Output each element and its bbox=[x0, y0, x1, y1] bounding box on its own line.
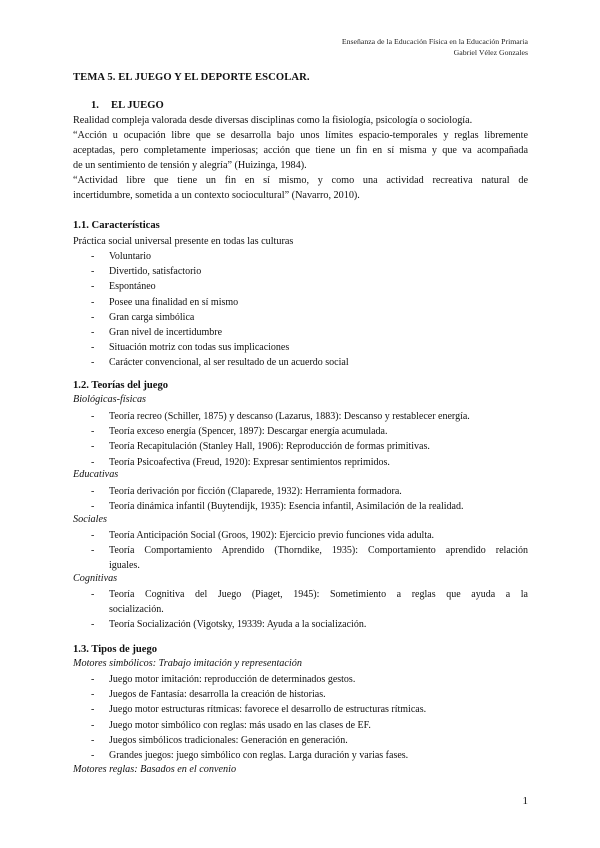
section-title: EL JUEGO bbox=[111, 100, 164, 111]
section1-intro bbox=[73, 113, 528, 203]
quote-navarro-line2: incertidumbre, sometida a un contexto sociocultural” (Navarro, 2010). bbox=[73, 190, 360, 201]
section-number: 1. bbox=[91, 100, 99, 111]
list-item: - Teoría derivación por ficción (Claparede, 1932): Herramienta formadora. bbox=[91, 486, 402, 497]
list-item: - Juego motor estructuras rítmicas: favorece el desarrollo de estructuras rítmicas. bbox=[91, 704, 427, 716]
list-item: - Juegos simbólicos tradicionales: Generación en generación. bbox=[91, 734, 348, 746]
list-item: - Posee una finalidad en sí mismo bbox=[91, 296, 239, 308]
category-simbolicos: Motores simbólicos: Trabajo imitación y representación bbox=[73, 658, 302, 669]
list-item: - Teoría dinámica infantil (Buytendijk, 1935): Esencia infantil, Asimilación de la realidad. bbox=[91, 501, 464, 513]
teorias-biologicas-list bbox=[73, 409, 528, 470]
category-cognitivas: Cognitivas bbox=[73, 573, 118, 584]
list-item: - Teoría Recapitulación (Stanley Hall, 1906): Reproducción de formas primitivas. bbox=[91, 441, 430, 453]
list-item: - Teoría Anticipación Social (Groos, 1902): Ejercicio previo funciones vida adulta. bbox=[91, 530, 435, 541]
page-number: 1 bbox=[522, 795, 528, 807]
list-item: - Situación motriz con todas sus implicaciones bbox=[91, 342, 290, 354]
list-item: - Espontáneo bbox=[91, 281, 156, 293]
heading-caracteristicas: 1.1. Características bbox=[73, 220, 160, 231]
list-item: - Juego motor simbólico con reglas: más usado en las clases de EF. bbox=[91, 719, 371, 731]
list-item: - Teoría recreo (Schiller, 1875) y descanso (Lazarus, 1883): Descanso y restablecer energía. bbox=[91, 411, 470, 422]
list-item: - Teoría Psicoafectiva (Freud, 1920): Expresar sentimientos reprimidos. bbox=[91, 456, 390, 468]
list-item: - Carácter convencional, al ser resultado de un acuerdo social bbox=[91, 357, 349, 369]
teorias-cognitivas-list bbox=[73, 587, 528, 633]
teorias-educativas-list bbox=[73, 484, 528, 514]
intro-paragraph: Realidad compleja valorada desde diversas disciplinas como la fisiología, psicología o sociología. bbox=[73, 115, 473, 126]
category-reglas: Motores reglas: Basados en el convenio bbox=[73, 764, 237, 775]
header-author: Gabriel Vélez Gonzales bbox=[453, 48, 528, 57]
running-header bbox=[342, 36, 528, 58]
category-biologicas: Biológicas-físicas bbox=[73, 394, 147, 405]
list-item: - Teoría Socialización (Vigotsky, 19339: Ayuda a la socialización. bbox=[91, 619, 367, 631]
caracteristicas-list bbox=[73, 249, 528, 371]
quote-huizinga-line2: aceptadas, pero completamente imperiosas; acción que tiene un fin en sí misma y que va acompañada bbox=[73, 145, 528, 156]
list-item: - Divertido, satisfactorio bbox=[91, 266, 202, 278]
list-item: - Grandes juegos: juego simbólico con reglas. Larga duración y varias fases. bbox=[91, 750, 409, 762]
list-item: - Juegos de Fantasía: desarrolla la creación de historias. bbox=[91, 689, 326, 701]
teorias-sociales-list bbox=[73, 528, 528, 574]
quote-huizinga-line1: “Acción u ocupación libre que se desarrolla bajo unos límites espacio-temporales y reglas libremente bbox=[73, 130, 528, 141]
list-item: - Teoría Comportamiento Aprendido (Thorndike, 1935): Comportamiento aprendido relación iguales. bbox=[91, 545, 528, 572]
list-item: - Teoría Cognitiva del Juego (Piaget, 1945): Sometimiento a reglas que ayuda a la socialización. bbox=[91, 589, 528, 616]
caracteristicas-intro: Práctica social universal presente en todas las culturas bbox=[73, 236, 294, 247]
heading-tipos: 1.3. Tipos de juego bbox=[73, 644, 158, 655]
heading-teorias: 1.2. Teorías del juego bbox=[73, 380, 169, 391]
list-item: - Teoría exceso energía (Spencer, 1897): Descargar energía acumulada. bbox=[91, 426, 388, 438]
document-title: TEMA 5. EL JUEGO Y EL DEPORTE ESCOLAR. bbox=[73, 72, 310, 83]
header-course: Enseñanza de la Educación Física en la Educación Primaria bbox=[341, 37, 528, 46]
list-item: - Juego motor imitación: reproducción de determinados gestos. bbox=[91, 674, 356, 685]
list-item: - Gran nivel de incertidumbre bbox=[91, 327, 223, 339]
section-heading-el-juego bbox=[73, 99, 164, 113]
quote-navarro-line1: “Actividad libre que tiene un fin en sí mismo, y como una actividad recreativa natural de bbox=[73, 175, 528, 186]
tipos-simbolicos-list bbox=[73, 672, 528, 763]
quote-huizinga-line3: de un sentimiento de tensión y alegría” (Huizinga, 1984). bbox=[73, 160, 307, 171]
category-educativas: Educativas bbox=[73, 469, 119, 480]
list-item: - Voluntario bbox=[91, 251, 152, 262]
category-sociales: Sociales bbox=[73, 514, 107, 525]
list-item: - Gran carga simbólica bbox=[91, 311, 195, 323]
